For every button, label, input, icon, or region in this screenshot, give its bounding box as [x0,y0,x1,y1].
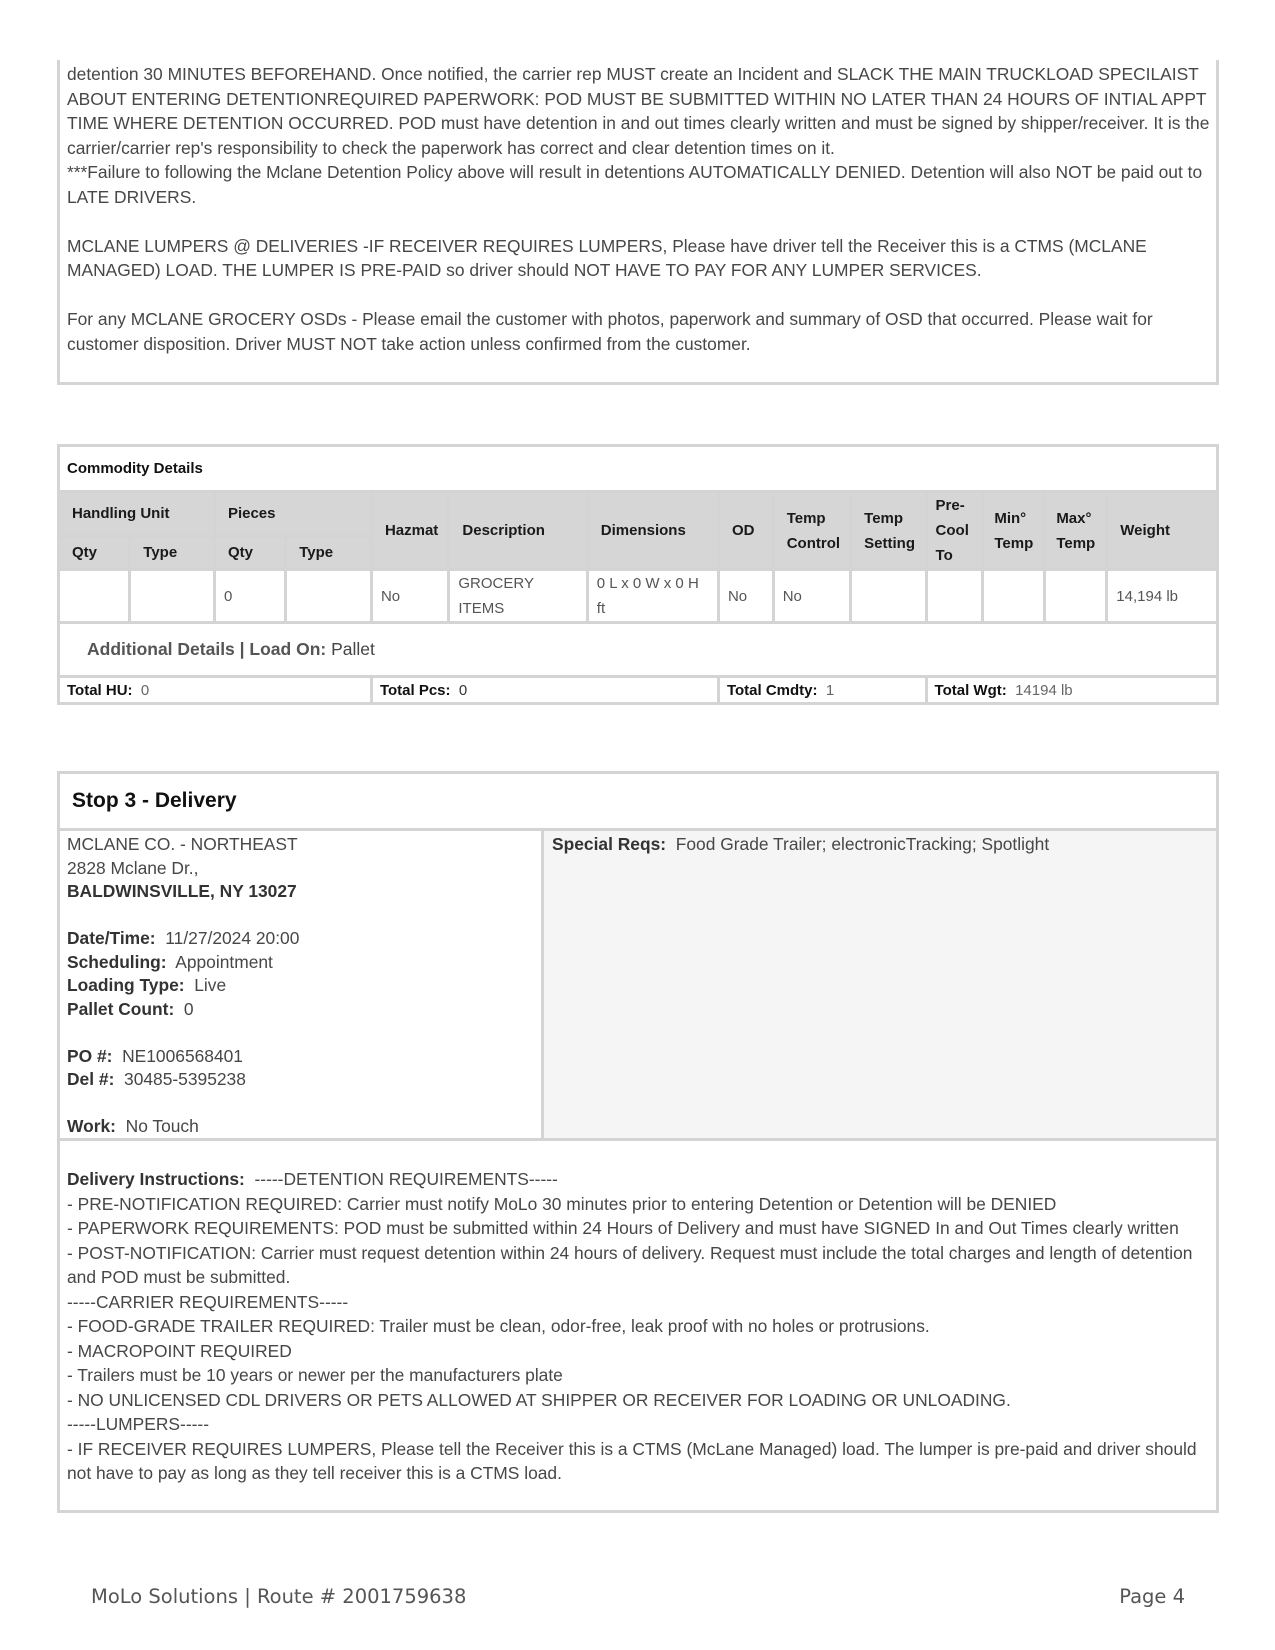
stop-title: Stop 3 - Delivery [60,774,1216,831]
cell-weight: 14,194 lb [1107,570,1218,623]
header-min-temp: Min° Temp [983,492,1045,570]
commodity-details [57,444,1219,711]
table-row [59,570,1218,623]
delivery-instructions-label: Delivery Instructions: [67,1169,245,1189]
footer-route: MoLo Solutions | Route # 2001759638 [91,1585,467,1608]
scheduling-label: Scheduling: [67,951,167,972]
header-hu-qty: Qty [59,536,130,569]
header-pcs-type: Type [286,536,372,569]
loading-type-label: Loading Type: [67,975,185,995]
loading-type-value: Live [194,975,227,995]
cell-hazmat: No [371,570,448,623]
special-reqs-value: Food Grade Trailer; electronicTracking; Spotlight [675,834,1050,854]
pallet-count-value: 0 [183,998,194,1019]
cell-pcs-qty: 0 [214,570,285,623]
total-cmdty-label: Total Cmdty: [726,681,818,699]
header-max-temp: Max° Temp [1045,492,1107,570]
header-temp-setting: Temp Setting [851,492,926,570]
header-dimensions: Dimensions [587,492,718,570]
page-footer [91,1585,1185,1608]
instruction-line: -----LUMPERS----- [67,1414,209,1434]
special-requirements [544,831,1216,1138]
cell-temp-control: No [773,570,850,623]
header-pre-cool-to: Pre- Cool To [926,492,983,570]
total-wgt-label: Total Wgt: [934,681,1007,699]
delivery-instructions [60,1141,1216,1486]
total-hu-value: 0 [140,681,150,699]
work-label: Work: [67,1116,116,1136]
po-value: NE1006568401 [122,1045,243,1066]
notes-paragraph: For any MCLANE GROCERY OSDs - Please email the customer with photos, paperwork and summary of OSD that occurred. Please wait for customer disposition. Driver MUST NOT take action unless confirmed from the customer. [67,309,1153,354]
instruction-line: - NO UNLICENSED CDL DRIVERS OR PETS ALLOWED AT SHIPPER OR RECEIVER FOR LOADING OR UNLOADING. [67,1389,1011,1410]
additional-details-value: Pallet [331,639,375,659]
scheduling-value: Appointment [175,951,273,972]
cell-dimensions: 0 L x 0 W x 0 H ft [587,570,718,623]
cell-max-temp [1045,570,1107,623]
po-label: PO #: [67,1045,113,1066]
cell-pcs-type [286,570,372,623]
notes-paragraph: ***Failure to following the Mclane Detention Policy above will result in detentions AUTOMATICALLY DENIED. Detention will also NOT be paid out to LATE DRIVERS. [67,162,1203,207]
notes-paragraph: detention 30 MINUTES BEFOREHAND. Once notified, the carrier rep MUST create an Incident and SLACK THE MAIN TRUCKLOAD SPECILAIST ABOUT ENTERING DETENTIONREQUIRED PAPERWORK: POD MUST BE SUBMITTED WITHIN NO LATER THAN 24 HOURS OF INTIAL APPT TIME WHERE DETENTION OCCURRED. POD must have detention in and out times clearly written and must be signed by shipper/receiver. It is the carrier/carrier rep's responsibility to check the paperwork has correct and clear detention times on it. [67,64,1210,158]
additional-details [59,623,1218,677]
pallet-count-label: Pallet Count: [67,998,175,1019]
additional-details-label: Additional Details | Load On: [87,639,327,659]
header-hu-type: Type [130,536,215,569]
street-address: 2828 Mclane Dr., [67,857,199,878]
cell-od: No [718,570,773,623]
instruction-line: - MACROPOINT REQUIRED [67,1340,292,1361]
datetime-value: 11/27/2024 20:00 [165,928,300,948]
cell-description: GROCERY ITEMS [449,570,587,623]
header-handling-unit: Handling Unit [59,492,215,537]
total-pcs-label: Total Pcs: [379,681,451,699]
cell-hu-qty [59,570,130,623]
header-od: OD [718,492,773,570]
special-reqs-label: Special Reqs: [552,834,667,854]
instruction-line: - FOOD-GRADE TRAILER REQUIRED: Trailer must be clean, odor-free, leak proof with no holes or protrusions. [67,1316,930,1336]
instruction-line: -----DETENTION REQUIREMENTS----- [254,1169,558,1189]
total-wgt-value: 14194 lb [1015,681,1073,699]
header-temp-control: Temp Control [773,492,850,570]
total-cmdty-value: 1 [825,681,835,699]
del-label: Del #: [67,1069,115,1089]
commodity-table [57,444,1219,705]
instruction-line: - PRE-NOTIFICATION REQUIRED: Carrier must notify MoLo 30 minutes prior to entering Detention or Detention will be DENIED [67,1193,1057,1214]
instruction-line: - IF RECEIVER REQUIRES LUMPERS, Please tell the Receiver this is a CTMS (McLane Managed) load. The lumper is pre-paid and driver should not have to pay as long as they tell receiver this is a CTMS load. [67,1438,1197,1483]
instruction-line: - PAPERWORK REQUIREMENTS: POD must be submitted within 24 Hours of Delivery and must have SIGNED In and Out Times clearly written [67,1218,1179,1238]
cell-pre-cool-to [926,570,983,623]
header-description: Description [449,492,587,570]
header-pcs-qty: Qty [214,536,285,569]
company-name: MCLANE CO. - NORTHEAST [67,834,298,854]
header-hazmat: Hazmat [371,492,448,570]
total-pcs-value: 0 [458,681,468,699]
cell-hu-type [130,570,215,623]
policy-notes [57,60,1219,385]
cell-min-temp [983,570,1045,623]
total-hu-label: Total HU: [67,681,133,699]
instruction-line: - Trailers must be 10 years or newer per the manufacturers plate [67,1365,563,1385]
cell-temp-setting [851,570,926,623]
work-value: No Touch [125,1116,199,1136]
header-pieces: Pieces [214,492,371,537]
stop-delivery-section [57,771,1219,1513]
datetime-label: Date/Time: [67,928,156,948]
stop-address-details [60,831,544,1138]
notes-paragraph: MCLANE LUMPERS @ DELIVERIES -IF RECEIVER REQUIRES LUMPERS, Please have driver tell the Receiver this is a CTMS (MCLANE MANAGED) LOAD. THE LUMPER IS PRE-PAID so driver should NOT HAVE TO PAY FOR ANY LUMPER SERVICES. [67,235,1147,280]
instruction-line: - POST-NOTIFICATION: Carrier must request detention within 24 hours of delivery. Request must include the total charges and length of detention and POD must be submitted. [67,1242,1193,1287]
del-value: 30485-5395238 [124,1069,246,1089]
page-number: Page 4 [1119,1585,1185,1608]
instruction-line: -----CARRIER REQUIREMENTS----- [67,1291,349,1312]
totals-row [59,677,1218,704]
commodity-title: Commodity Details [59,446,1218,492]
city-state-zip: BALDWINSVILLE, NY 13027 [67,881,297,901]
header-weight: Weight [1107,492,1218,570]
